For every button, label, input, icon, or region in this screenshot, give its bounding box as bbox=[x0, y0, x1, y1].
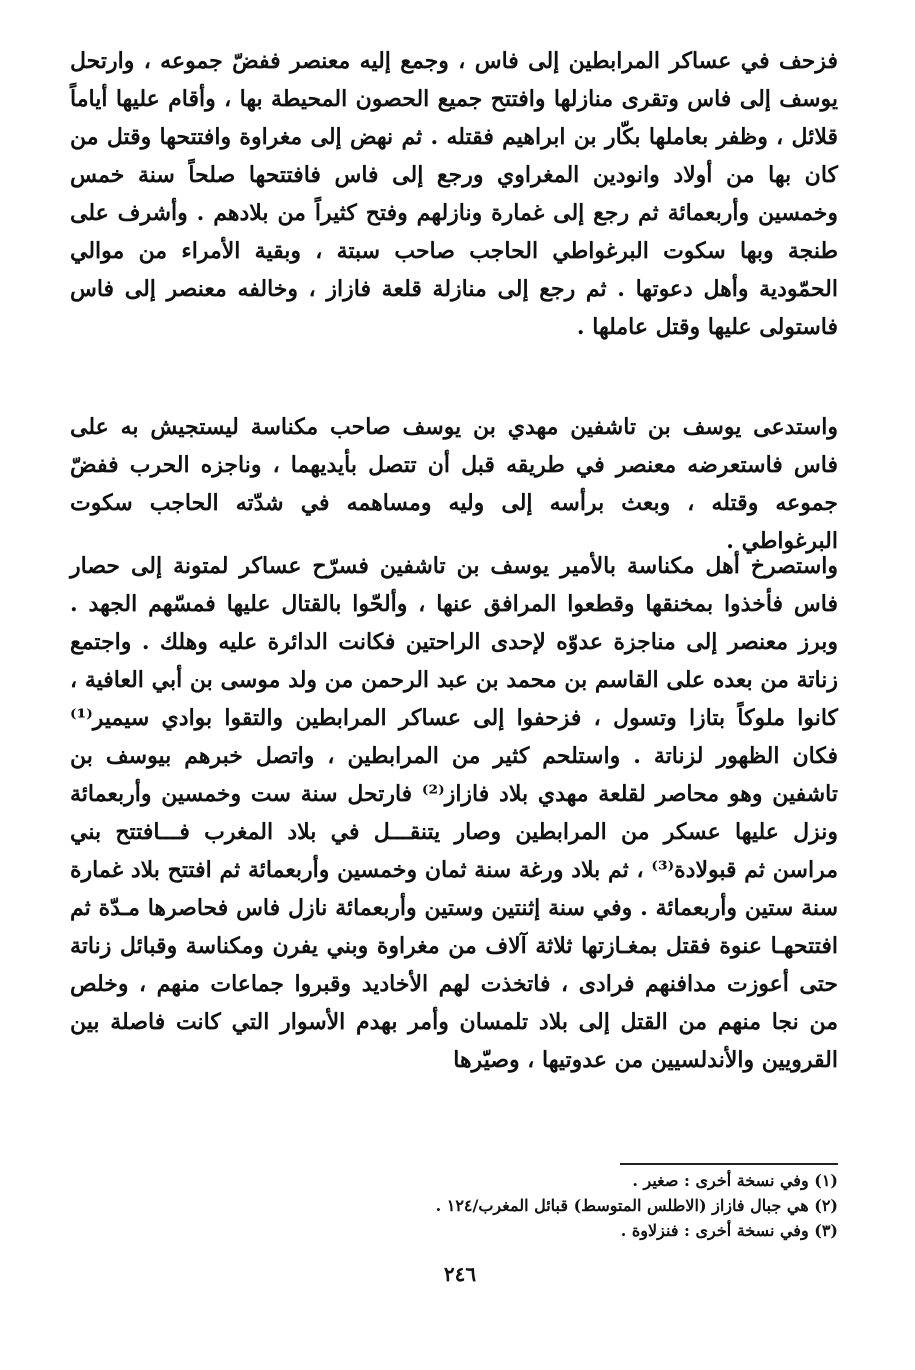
footnotes bbox=[300, 1168, 838, 1243]
page-number: ٢٤٦ bbox=[443, 1262, 477, 1286]
footnote-separator bbox=[620, 1163, 838, 1165]
body-paragraph-2: واستدعى يوسف بن تاشفين مهدي بن يوسف صاحب مكناسة ليستجيش به على فاس فاستعرضه معنصر في طريقه قبل أن تتصل بأيديهما ، وناجزه الحرب ففضّ جموعه وقتله ، وبعث برأسه إلى وليه ومساهمه في شدّته الحاجب سكوت البرغواطي . bbox=[70, 414, 838, 554]
body-paragraph-3: واستصرخ أهل مكناسة بالأمير يوسف بن تاشفين فسرّح عساكر لمتونة إلى حصار فاس فأخذوا بمخنقها وقطعوا المرافق عنها ، وألحّوا بالقتال عليها فمسّهم الجهد . وبرز معنصر إلى مناجزة عدوّه لإحدى الراحتين فكانت الدائرة عليه وهلك . واجتمع زناتة من بعده على القاسم بن محمد بن عبد الرحمن من ولد موسى بن أبي العافية ، كانوا ملوكاً بتازا وتسول ، فزحفوا إلى عساكر المرابطين والتقوا بوادي سيمير⁽¹⁾ فكان الظهور لزناتة . واستلحم كثير من المرابطين ، واتصل خبرهم بيوسف بن تاشفين وهو محاصر لقلعة مهدي بلاد فازاز⁽²⁾ فارتحل سنة ست وخمسين وأربعمائة ونزل عليها عسكر من المرابطين وصار يتنقـــل في بلاد المغرب فـــافتتح بني مراسن ثم قبولادة⁽³⁾ ، ثم بلاد ورغة سنة ثمان وخمسين وأربعمائة ثم افتتح بلاد غمارة سنة ستين وأربعمائة . وفي سنة إثنتين وستين وأربعمائة نازل فاس فحاصرها مـدّة ثم افتتحهـا عنوة فقتل بمغـازتها ثلاثة آلاف من مغراوة وبني يفرن ومكناسة وقبائل زناتة حتى أعوزت مدافنهم فرادى ، فاتخذت لهم الأخاديد وقبروا جماعات منهم ، وخلص من نجا منهم من القتل إلى بلاد تلمسان وأمر بهدم الأسوار التي كانت فاصلة بين القرويين والأندلسيين من عدوتيها ، وصيّرها bbox=[70, 553, 838, 1073]
footnote-2: (٢) هي جبال فازاز (الاطلس المتوسط) قبائل المغرب/١٢٤ . bbox=[435, 1196, 838, 1215]
body-paragraph-1: فزحف في عساكر المرابطين إلى فاس ، وجمع إليه معنصر ففضّ جموعه ، وارتحل يوسف إلى فاس وتقرى منازلها وافتتح جميع الحصون المحيطة بها ، وأقام عليها أياماً قلائل ، وظفر بعاملها بكّار بن ابراهيم فقتله . ثم نهض إلى مغراوة وافتتحها وقتل من كان بها من أولاد وانودين المغراوي ورجع إلى فاس فافتتحها صلحاً سنة خمس وخمسين وأربعمائة ثم رجع إلى غمارة ونازلهم وفتح كثيراً من بلادهم . وأشرف على طنجة وبها سكوت البرغواطي الحاجب صاحب سبتة ، وبقية الأمراء من موالي الحمّودية وأهل دعوتها . ثم رجع إلى منازلة قلعة فازاز ، وخالفه معنصر إلى فاس فاستولى عليها وقتل عاملها . bbox=[70, 48, 838, 340]
footnote-1: (١) وفي نسخة أخرى : صغير . bbox=[632, 1171, 838, 1190]
footnote-3: (٣) وفي نسخة أخرى : فنزلاوة . bbox=[620, 1221, 838, 1240]
